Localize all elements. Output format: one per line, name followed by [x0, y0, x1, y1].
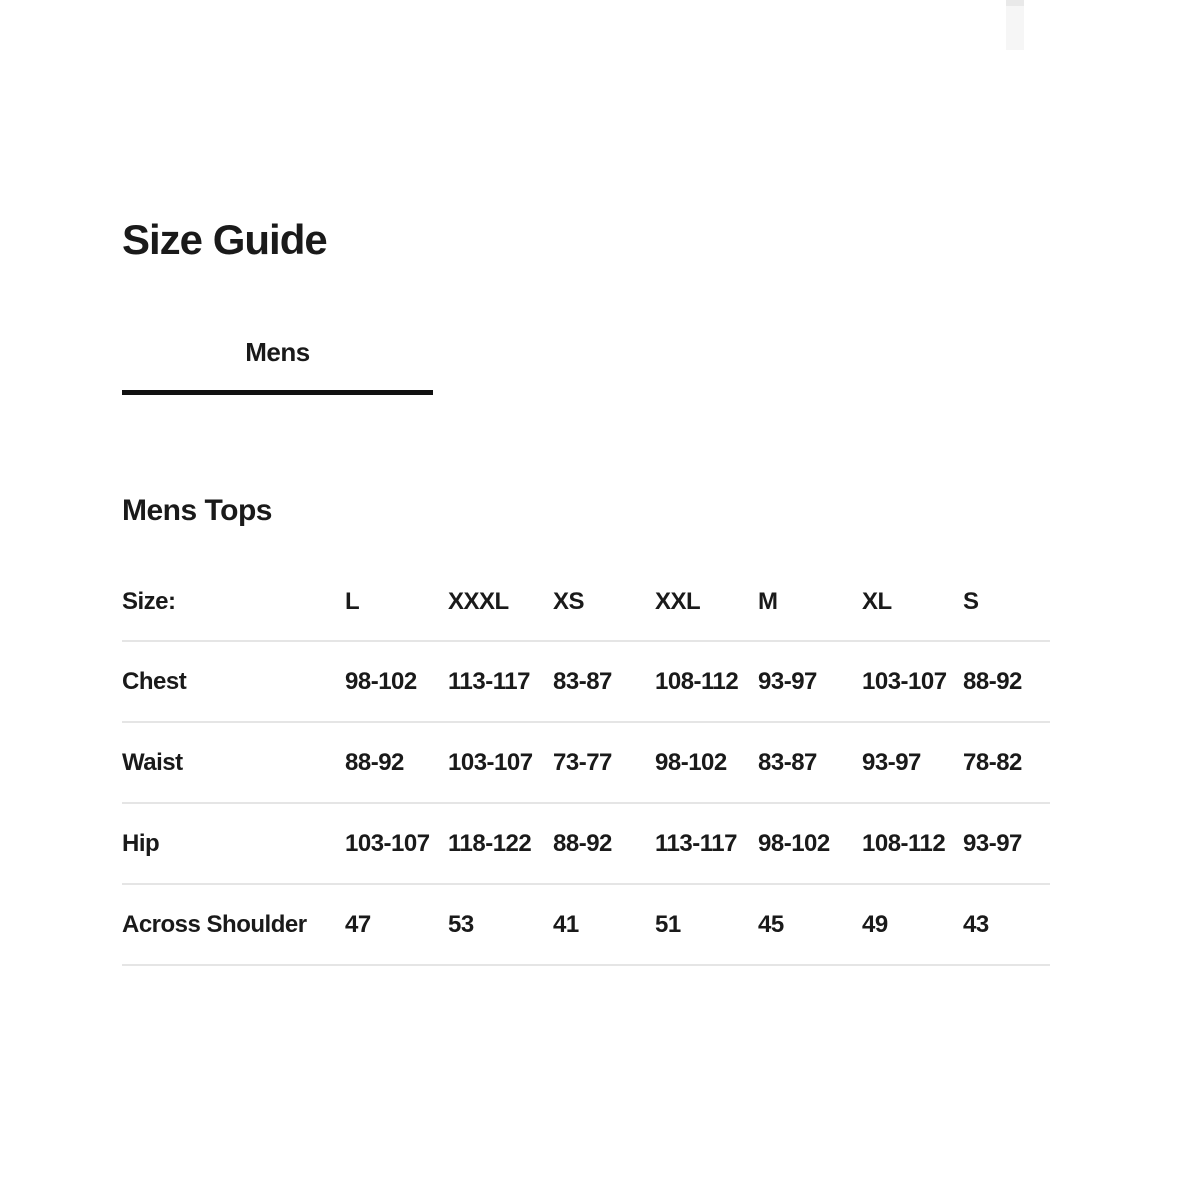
table-cell: 113-117 — [448, 641, 553, 722]
table-row-waist — [122, 722, 1050, 803]
tab-bar — [122, 338, 1050, 395]
table-cell: 53 — [448, 884, 553, 965]
table-cell: 113-117 — [655, 803, 758, 884]
table-cell: 108-112 — [862, 803, 963, 884]
table-cell: 108-112 — [655, 641, 758, 722]
table-cell: 88-92 — [553, 803, 655, 884]
table-cell: 41 — [553, 884, 655, 965]
size-table — [122, 563, 1050, 966]
table-cell: 103-107 — [345, 803, 448, 884]
table-cell: 83-87 — [758, 722, 862, 803]
tab-mens[interactable] — [122, 338, 433, 395]
page-title: Size Guide — [122, 216, 327, 263]
size-guide-content — [122, 0, 1050, 966]
table-cell: 98-102 — [345, 641, 448, 722]
table-cell: 103-107 — [448, 722, 553, 803]
table-cell: 103-107 — [862, 641, 963, 722]
table-cell: 88-92 — [963, 641, 1050, 722]
row-label: Across Shoulder — [122, 884, 345, 965]
table-cell: 93-97 — [862, 722, 963, 803]
size-row-header: Size: — [122, 563, 345, 641]
table-cell: 49 — [862, 884, 963, 965]
table-cell: 45 — [758, 884, 862, 965]
table-cell: 98-102 — [655, 722, 758, 803]
column-header-xxxl: XXXL — [448, 563, 553, 641]
table-cell: 98-102 — [758, 803, 862, 884]
tab-mens-label: Mens — [245, 337, 310, 367]
table-cell: 83-87 — [553, 641, 655, 722]
table-cell: 51 — [655, 884, 758, 965]
table-header-row — [122, 563, 1050, 641]
column-header-xl: XL — [862, 563, 963, 641]
row-label: Waist — [122, 722, 345, 803]
table-cell: 43 — [963, 884, 1050, 965]
column-header-xxl: XXL — [655, 563, 758, 641]
table-cell: 93-97 — [963, 803, 1050, 884]
column-header-s: S — [963, 563, 1050, 641]
table-cell: 73-77 — [553, 722, 655, 803]
row-label: Hip — [122, 803, 345, 884]
table-row-hip — [122, 803, 1050, 884]
table-cell: 88-92 — [345, 722, 448, 803]
column-header-xs: XS — [553, 563, 655, 641]
table-cell: 47 — [345, 884, 448, 965]
table-row-chest — [122, 641, 1050, 722]
column-header-l: L — [345, 563, 448, 641]
table-cell: 118-122 — [448, 803, 553, 884]
row-label: Chest — [122, 641, 345, 722]
table-cell: 78-82 — [963, 722, 1050, 803]
table-row-across-shoulder — [122, 884, 1050, 965]
column-header-m: M — [758, 563, 862, 641]
table-cell: 93-97 — [758, 641, 862, 722]
section-heading: Mens Tops — [122, 494, 272, 527]
